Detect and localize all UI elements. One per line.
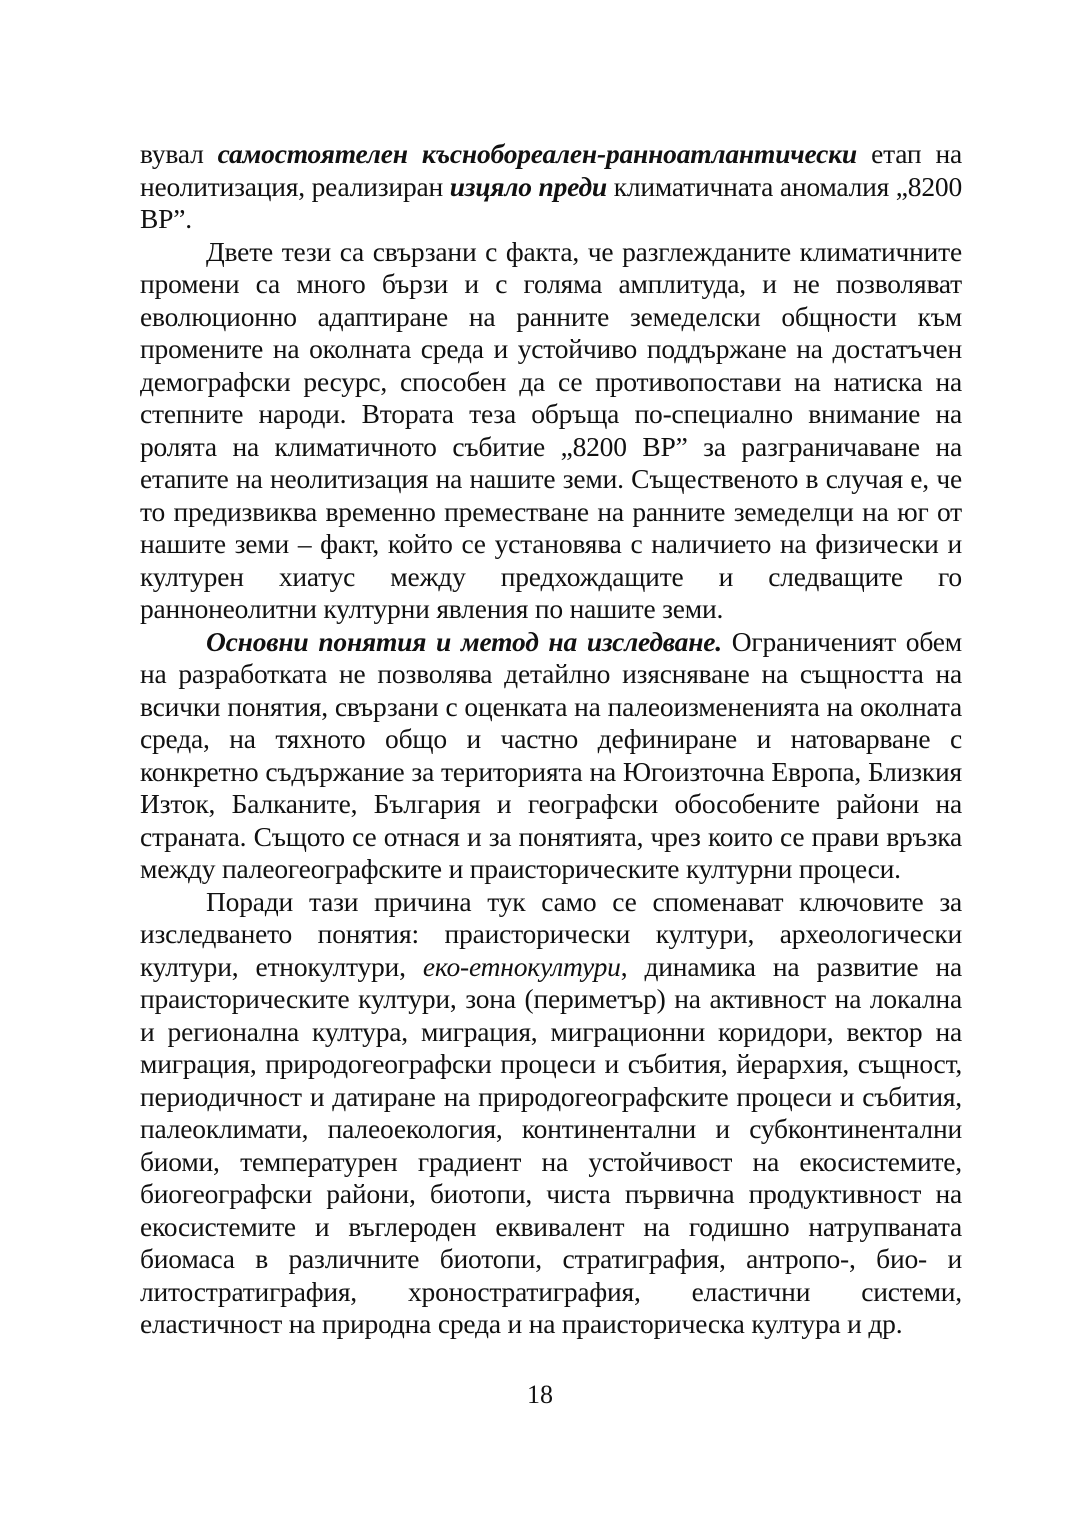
text-run: , динамика на развитие на праисторическите култури, зона (периметър) на активност на локална и регионална култура, миграция, миграционни коридори, вектор на миграция, природогеографски процеси и събития, йерархия, същност, периодичност и датиране на природогеографските процеси и събития, палеоклимати, палеоекология, континентални и субконтинентални биоми, температурен градиент на устойчивост на екосистемите, биогеографски райони, биотопи, чиста първична продуктивност на екосистемите и въглероден еквивалент на годишно натрупваната биомаса в различните биотопи, стратиграфия, антропо-, био- и литостратиграфия, хроностратиграфия, еластични системи, еластичност на природна среда и на праисторическа култура и др.	[140, 950, 962, 1339]
text-run-heading: Основни понятия и метод на изследване.	[206, 625, 722, 657]
text-run-italic: еко-етнокултури	[422, 950, 621, 982]
text-run: Двете тези са свързани с факта, че разглежданите климатичните промени са много бързи и с голяма амплитуда, и не позволяват еволюционно адаптиране на ранните земеделски общности към промените на околната среда и устойчиво поддържане на достатъчен демографски ресурс, способен да се противопостави на натиска на степните народи. Втората теза обръща по-специално внимание на ролята на климатичното събитие „8200 ВР” за разграничаване на етапите на неолитизация на нашите земи. Същественото в случая е, че то предизвиква временно преместване на ранните земеделци на юг от нашите земи – факт, който се установява с наличието на физически и културен хиатус между предхождащите и следващите го раннонеолитни културни явления по нашите земи.	[140, 235, 962, 624]
text-run: Поради тази причина тук само се споменават ключовите за изследването понятия: праисторически култури, археологически култури, етнокултури,	[140, 885, 962, 982]
text-run-emphasis: самостоятелен къснобореален-ранноатлантически	[217, 138, 858, 169]
paragraph	[140, 626, 962, 886]
text-run: климатичната аномалия „8200 ВР”.	[140, 170, 963, 234]
text-run: етап на неолитизация, реализиран	[140, 138, 963, 202]
text-run: вувал	[140, 138, 218, 169]
paragraph	[140, 236, 962, 626]
paragraph	[140, 138, 962, 236]
text-run-emphasis: изцяло преди	[449, 170, 608, 202]
page-number: 18	[527, 1380, 553, 1409]
text-run: Ограниченият обем на разработката не позволява детайлно изясняване на същността на всички понятия, свързани с оценката на палеоизмененията на околната среда, на тяхното общо и частно дефиниране и натоварване с конкретно съдържание за територията на Югоизточна Европа, Близкия Изток, Балканите, България и географски обособените райони на страната. Същото се отнася и за понятията, чрез които се прави връзка между палеогеографските и праисторическите културни процеси.	[140, 625, 962, 884]
text-block	[140, 138, 962, 1341]
paragraph	[140, 886, 962, 1341]
